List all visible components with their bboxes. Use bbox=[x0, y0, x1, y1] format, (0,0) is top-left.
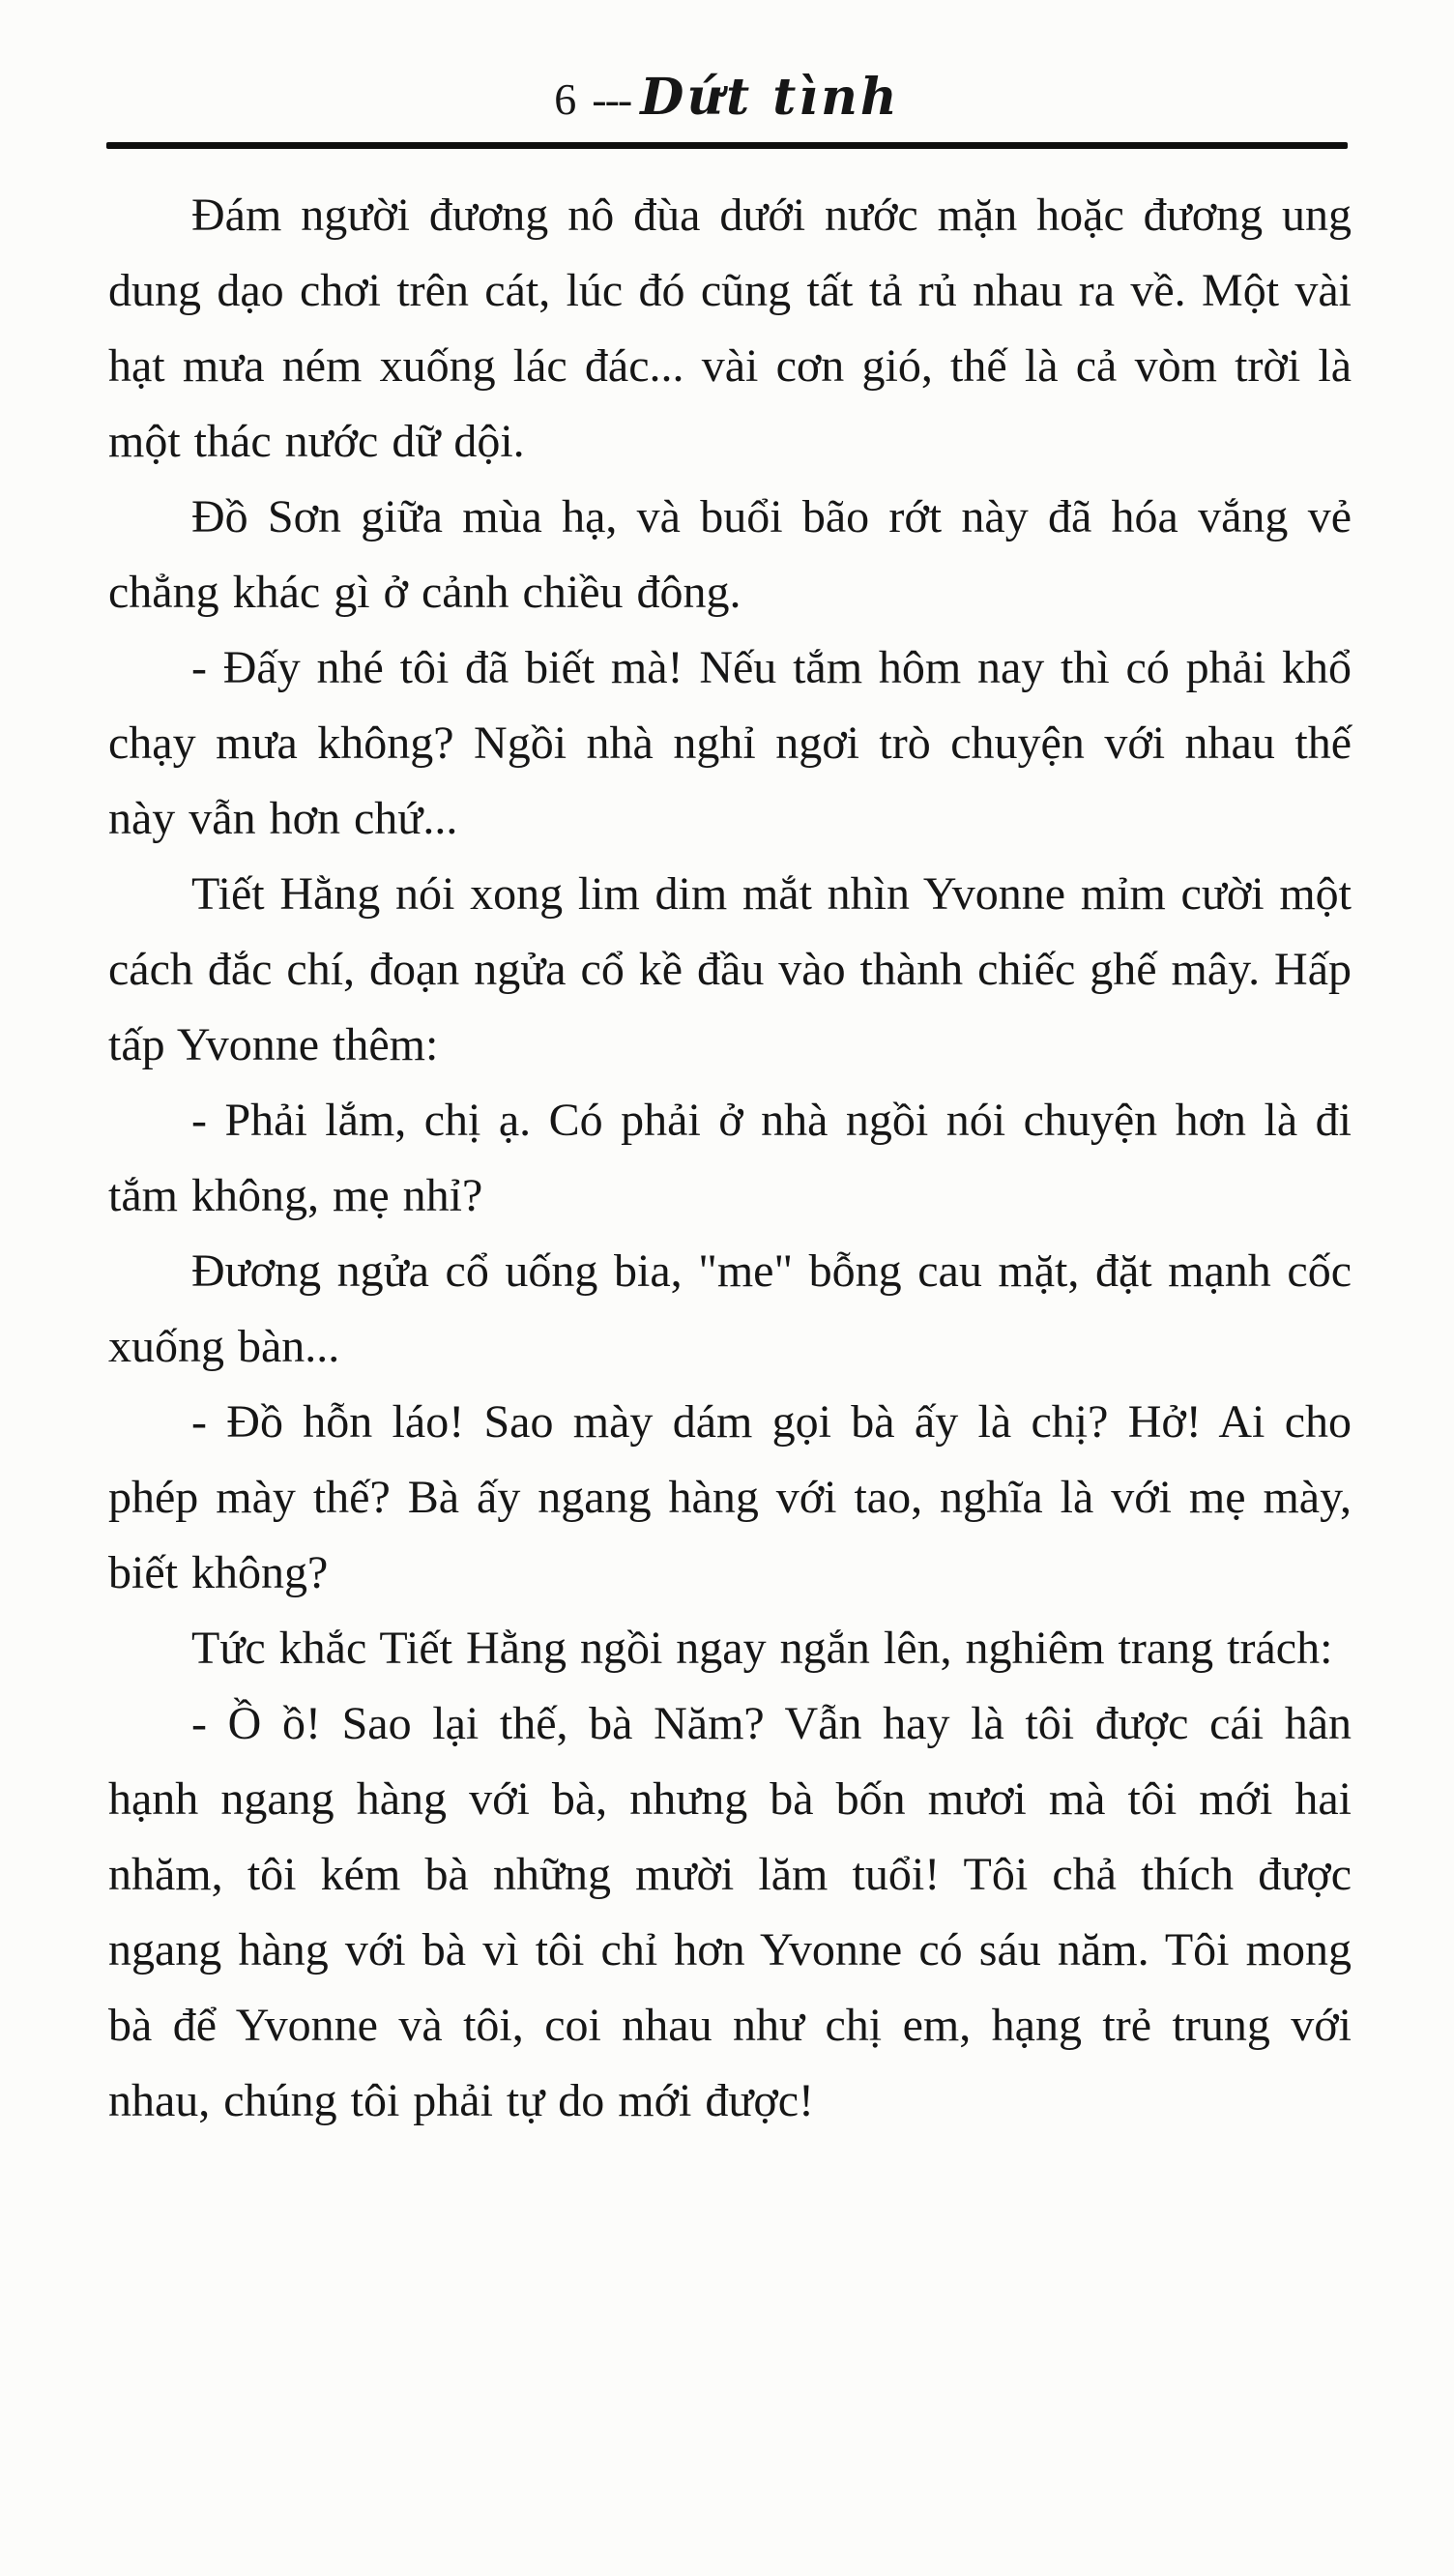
paragraph: Tức khắc Tiết Hằng ngồi ngay ngắn lên, nghiêm trang trách: bbox=[191, 1623, 1333, 1674]
page-number: 6 bbox=[554, 74, 579, 124]
paragraph: - Đồ hỗn láo! Sao mày dám gọi bà ấy là chị? Hở! Ai cho phép mày thế? Bà ấy ngang hàng với tao, nghĩa là với mẹ mày, biết không? bbox=[108, 1396, 1352, 1598]
paragraph: Đương ngửa cổ uống bia, "me" bỗng cau mặt, đặt mạnh cốc xuống bàn... bbox=[108, 1245, 1352, 1372]
paragraph: - Ồ ồ! Sao lại thế, bà Năm? Vẫn hay là tôi được cái hân hạnh ngang hàng với bà, nhưng bà bốn mươi mà tôi mới hai nhăm, tôi kém bà những mười lăm tuổi! Tôi chả thích được ngang hàng với bà vì tôi chỉ hơn Yvonne có sáu năm. Tôi mong bà để Yvonne và tôi, coi nhau như chị em, hạng trẻ trung với nhau, chúng tôi phải tự do mới được! bbox=[108, 1698, 1352, 2126]
paragraph: Đồ Sơn giữa mùa hạ, và buổi bão rớt này đã hóa vắng vẻ chẳng khác gì ở cảnh chiều đông. bbox=[108, 491, 1352, 618]
paragraph: - Phải lắm, chị ạ. Có phải ở nhà ngồi nói chuyện hơn là đi tắm không, mẹ nhỉ? bbox=[108, 1095, 1352, 1221]
header-rule bbox=[106, 142, 1348, 149]
page-body bbox=[0, 149, 1454, 2139]
paragraph: Tiết Hằng nói xong lim dim mắt nhìn Yvonne mỉm cười một cách đắc chí, đoạn ngửa cổ kề đầu vào thành chiếc ghế mây. Hấp tấp Yvonne thêm: bbox=[108, 868, 1352, 1070]
header-separator: --- bbox=[592, 74, 631, 124]
book-title: Dứt tình bbox=[640, 68, 900, 127]
paragraph: Đám người đương nô đùa dưới nước mặn hoặc đương ung dung dạo chơi trên cát, lúc đó cũng tất tả rủ nhau ra về. Một vài hạt mưa ném xuống lác đác... vài cơn gió, thế là cả vòm trời là một thác nước dữ dội. bbox=[108, 190, 1352, 467]
paragraph: - Đấy nhé tôi đã biết mà! Nếu tắm hôm nay thì có phải khổ chạy mưa không? Ngồi nhà nghỉ ngơi trò chuyện với nhau thế này vẫn hơn chứ... bbox=[108, 642, 1352, 844]
page-header bbox=[0, 0, 1454, 127]
